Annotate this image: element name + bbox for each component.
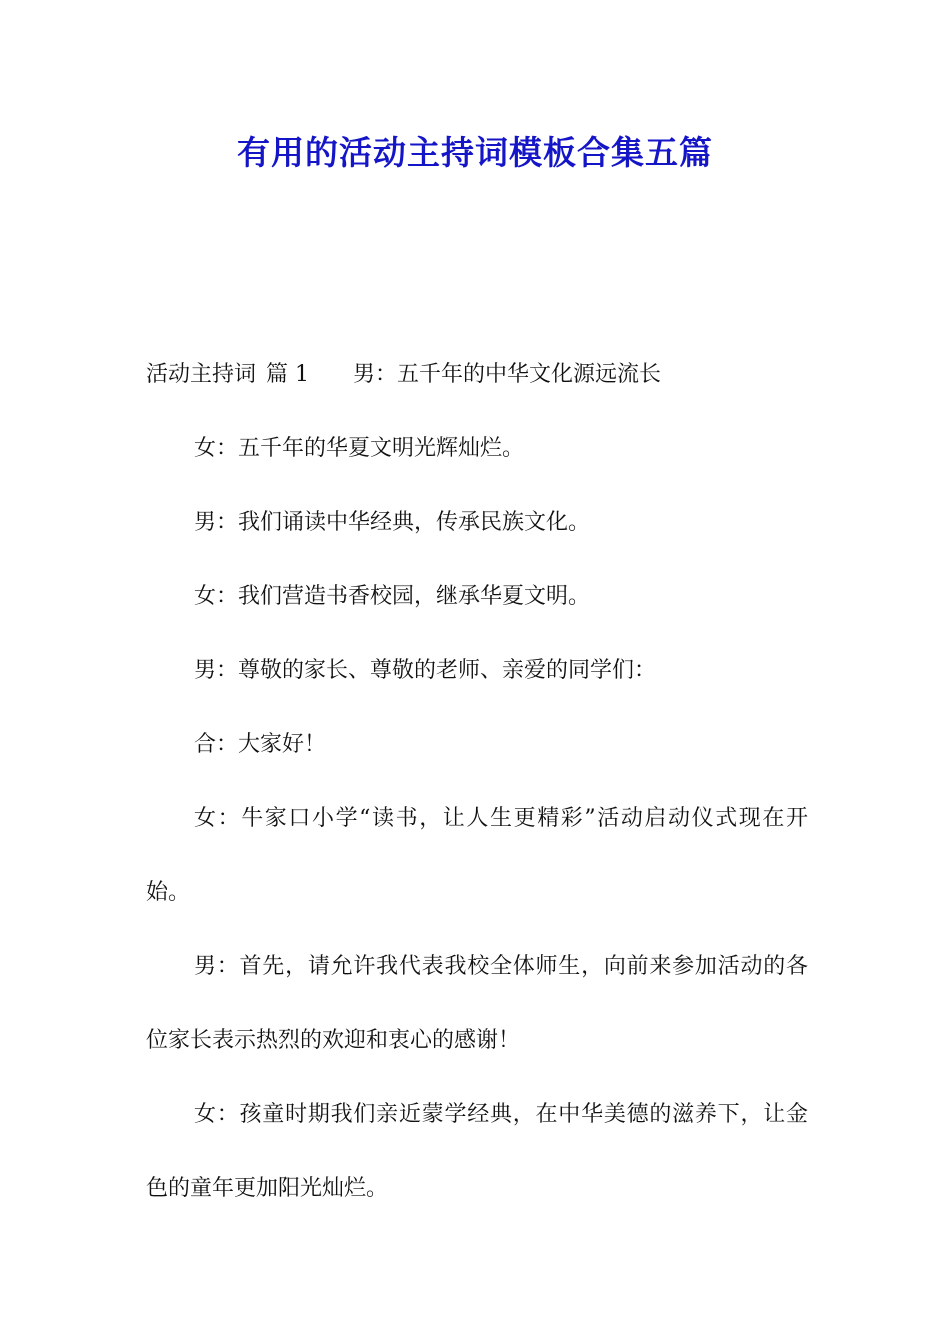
document-body [146,338,808,1226]
paragraph: 男：尊敬的家长、尊敬的老师、亲爱的同学们： [194,658,657,683]
paragraph: 男：我们诵读中华经典，传承民族文化。 [194,510,591,535]
paragraph: 女：孩童时期我们亲近蒙学经典，在中华美德的滋养下，让金色的童年更加阳光灿烂。 [146,1102,808,1201]
paragraph: 女：我们营造书香校园，继承华夏文明。 [194,584,591,609]
paragraph: 女：牛家口小学“读书，让人生更精彩”活动启动仪式现在开始。 [146,806,808,905]
paragraph: 合：大家好！ [194,732,327,757]
paragraph: 男：首先，请允许我代表我校全体师生，向前来参加活动的各位家长表示热烈的欢迎和衷心的感谢！ [146,954,808,1053]
paragraph: 女：五千年的华夏文明光辉灿烂。 [194,436,525,461]
document-title: 有用的活动主持词模板合集五篇 [237,133,713,172]
section-number: 篇 1 [266,362,310,387]
first-paragraph [146,338,808,412]
section-heading: 活动主持词 [146,362,257,387]
first-line: 男：五千年的中华文化源远流长 [353,362,662,387]
